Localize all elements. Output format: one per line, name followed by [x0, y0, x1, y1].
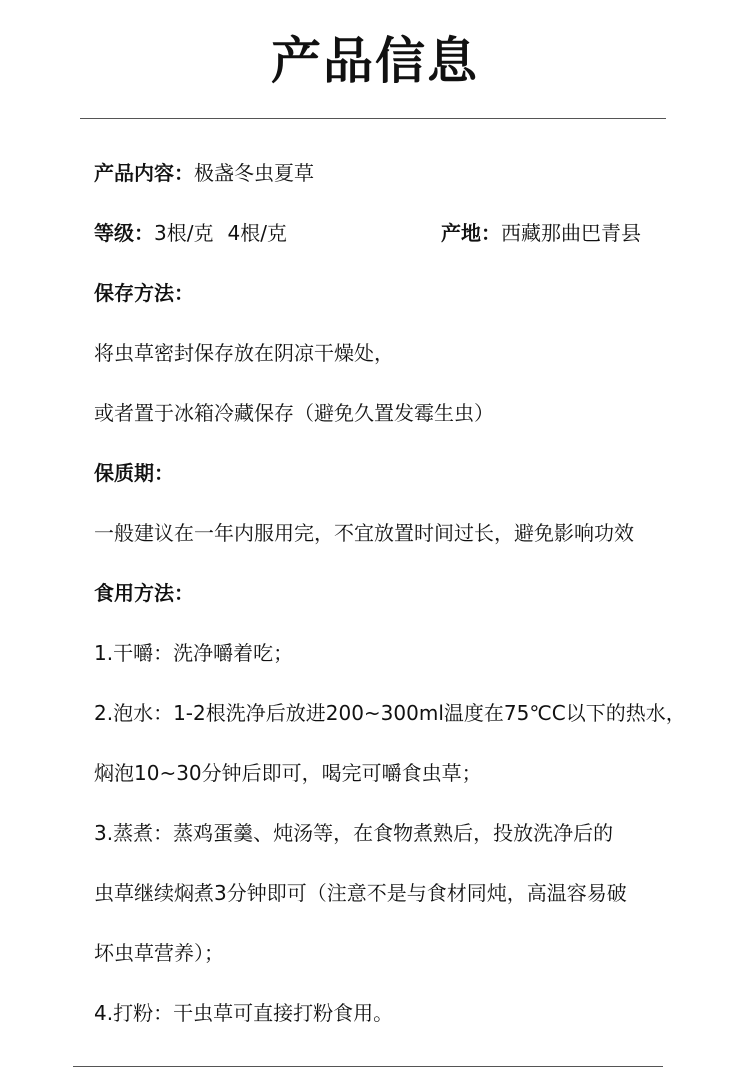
usage-line-5: 虫草继续焖煮3分钟即可（注意不是与食材同炖，高温容易破 — [94, 881, 627, 905]
grade-value-b: 4根/克 — [227, 221, 287, 245]
shelf-life-text: 一般建议在一年内服用完，不宜放置时间过长，避免影响功效 — [94, 521, 634, 545]
grade-value-a: 3根/克 — [154, 221, 214, 245]
origin-value: 西藏那曲巴青县 — [501, 221, 641, 245]
grade-row — [94, 220, 287, 246]
storage-line-1: 将虫草密封保存放在阴凉干燥处， — [94, 341, 394, 365]
storage-line-2: 或者置于冰箱冷藏保存（避免久置发霉生虫） — [94, 401, 494, 425]
bottom-divider — [73, 1066, 663, 1067]
origin-row — [441, 220, 641, 246]
usage-label: 食用方法： — [94, 581, 194, 605]
usage-line-7: 4.打粉：干虫草可直接打粉食用。 — [94, 1001, 394, 1025]
content-row — [94, 160, 314, 186]
grade-label: 等级： — [94, 221, 154, 245]
usage-line-3: 焖泡10~30分钟后即可，喝完可嚼食虫草； — [94, 761, 482, 785]
usage-line-2: 2.泡水：1-2根洗净后放进200~300ml温度在75℃C以下的热水， — [94, 701, 686, 725]
origin-label: 产地： — [441, 221, 501, 245]
usage-line-4: 3.蒸煮：蒸鸡蛋羹、炖汤等，在食物煮熟后，投放洗净后的 — [94, 821, 614, 845]
storage-label: 保存方法： — [94, 281, 194, 305]
top-divider — [80, 118, 666, 119]
content-value: 极盏冬虫夏草 — [194, 161, 314, 185]
shelf-life-label: 保质期： — [94, 461, 174, 485]
content-label: 产品内容： — [94, 161, 194, 185]
usage-line-6: 坏虫草营养）； — [94, 941, 224, 965]
usage-line-1: 1.干嚼：洗净嚼着吃； — [94, 641, 294, 665]
page-title: 产品信息 — [271, 32, 479, 90]
